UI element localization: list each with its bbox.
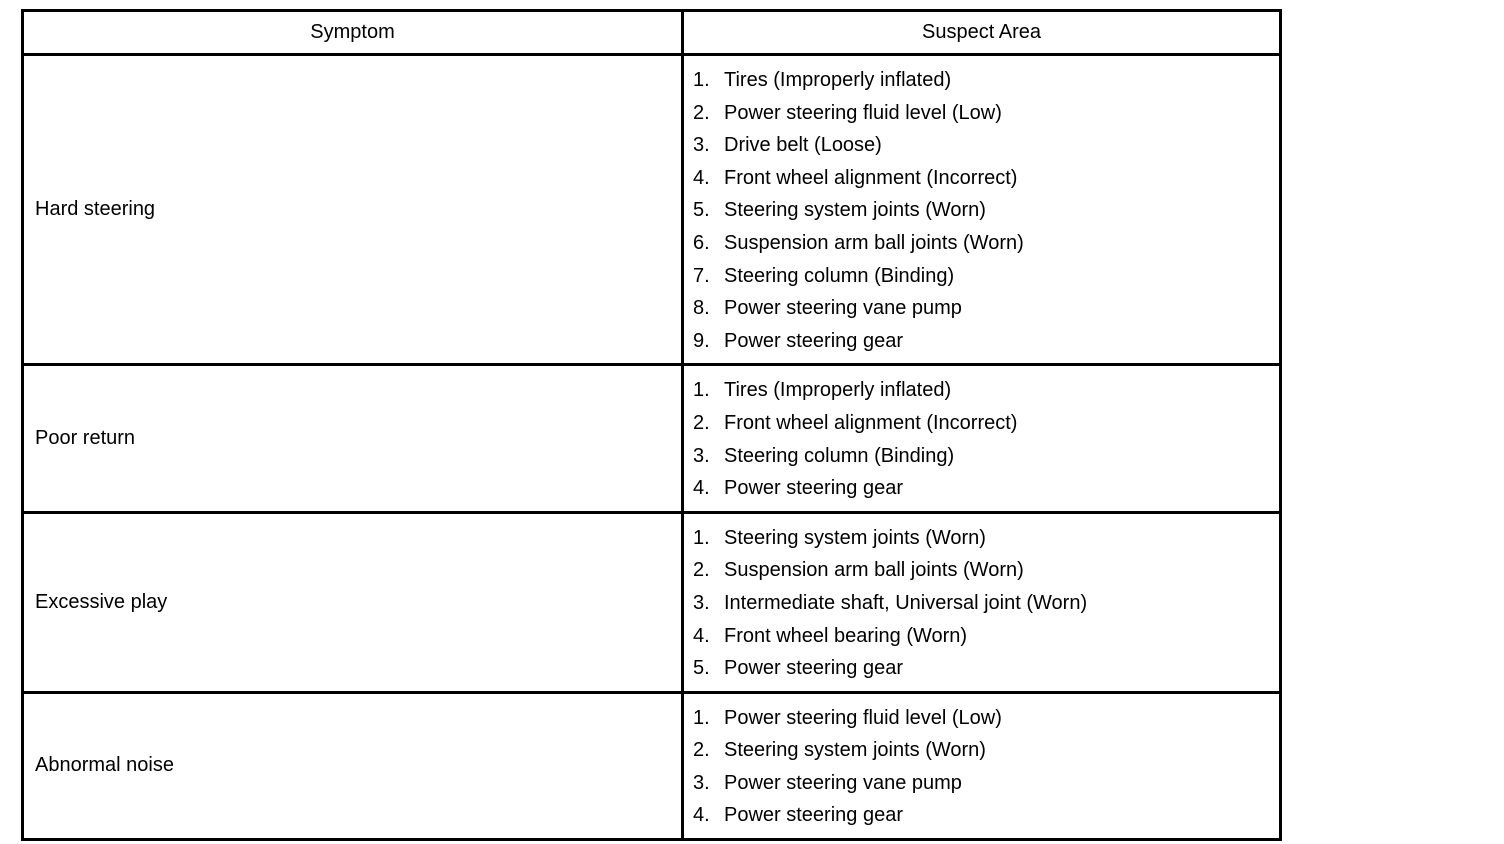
table-row xyxy=(23,55,1281,365)
suspect-area-item xyxy=(693,702,1279,735)
suspect-item-text: Intermediate shaft, Universal joint (Worn) xyxy=(724,591,1088,614)
suspect-area-list xyxy=(693,702,1279,832)
suspect-area-item xyxy=(693,129,1279,162)
suspect-area-item xyxy=(693,162,1279,195)
suspect-item-text: Power steering fluid level (Low) xyxy=(724,706,1002,729)
suspect-item-text: Power steering gear xyxy=(724,477,903,500)
troubleshooting-table-container xyxy=(21,9,1279,841)
suspect-area-item xyxy=(693,374,1279,407)
suspect-item-text: Steering system joints (Worn) xyxy=(724,199,986,222)
suspect-area-item xyxy=(693,64,1279,97)
suspect-item-number: 3. xyxy=(693,444,710,467)
suspect-area-item xyxy=(693,325,1279,358)
suspect-item-number: 3. xyxy=(693,134,710,157)
suspect-item-number: 1. xyxy=(693,379,710,402)
suspect-item-number: 1. xyxy=(693,69,710,91)
table-row xyxy=(23,365,1281,512)
suspect-item-number: 2. xyxy=(693,411,710,434)
header-row xyxy=(23,11,1281,55)
suspect-item-text: Power steering gear xyxy=(724,657,903,680)
table-body xyxy=(23,55,1281,840)
table-row xyxy=(23,512,1281,692)
suspect-item-text: Steering column (Binding) xyxy=(724,264,955,287)
table-row xyxy=(23,692,1281,839)
suspect-area-cell xyxy=(683,512,1281,692)
symptom-cell: Poor return xyxy=(23,365,683,512)
suspect-item-text: Suspension arm ball joints (Worn) xyxy=(724,559,1024,582)
troubleshooting-table xyxy=(21,9,1282,841)
suspect-area-item xyxy=(693,652,1279,685)
suspect-item-text: Power steering vane pump xyxy=(724,297,962,320)
suspect-area-cell xyxy=(683,692,1281,839)
suspect-item-number: 2. xyxy=(693,101,710,124)
suspect-area-item xyxy=(693,620,1279,653)
suspect-area-item xyxy=(693,767,1279,800)
suspect-item-number: 4. xyxy=(693,804,710,827)
suspect-area-item xyxy=(693,587,1279,620)
suspect-item-text: Front wheel bearing (Worn) xyxy=(724,624,968,647)
suspect-item-number: 8. xyxy=(693,297,710,320)
suspect-area-cell xyxy=(683,55,1281,365)
suspect-area-item xyxy=(693,522,1279,555)
suspect-item-text: Power steering fluid level (Low) xyxy=(724,101,1002,124)
suspect-item-text: Steering system joints (Worn) xyxy=(724,739,986,762)
suspect-area-cell xyxy=(683,365,1281,512)
suspect-item-text: Steering system joints (Worn) xyxy=(724,526,986,549)
suspect-item-text: Power steering gear xyxy=(724,329,903,352)
suspect-area-item xyxy=(693,292,1279,325)
suspect-area-item xyxy=(693,407,1279,440)
suspect-item-text: Steering column (Binding) xyxy=(724,444,955,467)
suspect-area-item xyxy=(693,734,1279,767)
suspect-item-number: 9. xyxy=(693,329,710,352)
suspect-area-list xyxy=(693,374,1279,504)
suspect-item-text: Tires (Improperly inflated) xyxy=(724,379,952,402)
suspect-area-item xyxy=(693,97,1279,130)
suspect-item-text: Tires (Improperly inflated) xyxy=(724,69,952,91)
symptom-cell: Abnormal noise xyxy=(23,692,683,839)
suspect-item-number: 4. xyxy=(693,166,710,189)
suspect-area-item xyxy=(693,260,1279,293)
suspect-item-number: 1. xyxy=(693,706,710,729)
suspect-item-text: Suspension arm ball joints (Worn) xyxy=(724,231,1024,254)
suspect-item-number: 4. xyxy=(693,477,710,500)
suspect-item-text: Power steering gear xyxy=(724,804,903,827)
suspect-item-text: Drive belt (Loose) xyxy=(724,134,882,157)
suspect-area-item xyxy=(693,472,1279,505)
suspect-item-number: 4. xyxy=(693,624,710,647)
suspect-item-number: 1. xyxy=(693,526,710,549)
suspect-area-item xyxy=(693,440,1279,473)
suspect-item-number: 2. xyxy=(693,559,710,582)
suspect-area-item xyxy=(693,554,1279,587)
suspect-item-number: 6. xyxy=(693,231,710,254)
suspect-item-number: 5. xyxy=(693,199,710,222)
suspect-item-number: 3. xyxy=(693,771,710,794)
suspect-area-item xyxy=(693,194,1279,227)
symptom-cell: Excessive play xyxy=(23,512,683,692)
suspect-area-list xyxy=(693,522,1279,685)
suspect-area-header: Suspect Area xyxy=(683,11,1281,55)
suspect-item-number: 3. xyxy=(693,591,710,614)
symptom-header: Symptom xyxy=(23,11,683,55)
suspect-area-item xyxy=(693,799,1279,832)
suspect-area-item xyxy=(693,227,1279,260)
suspect-item-text: Front wheel alignment (Incorrect) xyxy=(724,411,1018,434)
symptom-cell: Hard steering xyxy=(23,55,683,365)
suspect-area-list xyxy=(693,64,1279,357)
table-header xyxy=(23,11,1281,55)
suspect-item-number: 5. xyxy=(693,657,710,680)
suspect-item-number: 7. xyxy=(693,264,710,287)
suspect-item-number: 2. xyxy=(693,739,710,762)
suspect-item-text: Power steering vane pump xyxy=(724,771,962,794)
suspect-item-text: Front wheel alignment (Incorrect) xyxy=(724,166,1018,189)
